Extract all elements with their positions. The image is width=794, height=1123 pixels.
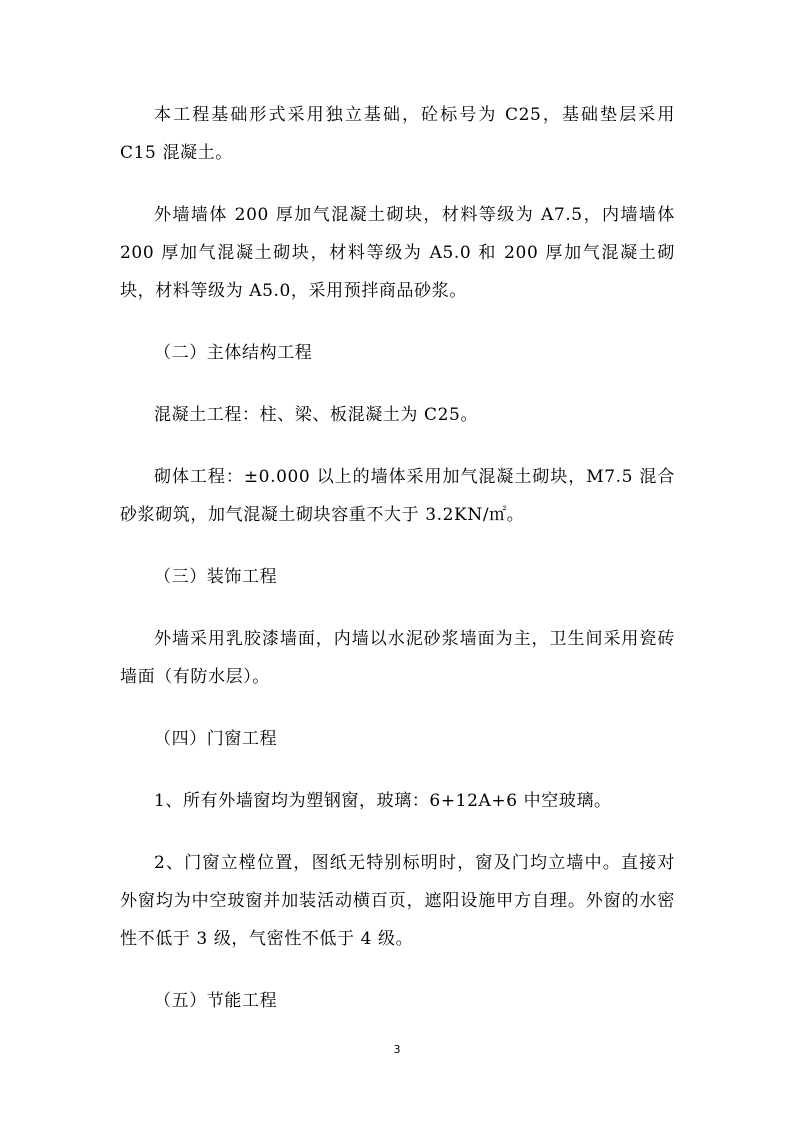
document-body [120, 96, 675, 1020]
paragraph-concrete-work: 混凝土工程：柱、梁、板混凝土为 C25。 [154, 405, 479, 425]
paragraph-windows-2: 2、门窗立樘位置，图纸无特别标明时，窗及门均立墙中。直接对外窗均为中空玻窗并加装活动横百页，遮阳设施甲方自理。外窗的水密性不低于 3 级，气密性不低于 4 级。 [120, 853, 675, 949]
heading-main-structure: （二）主体结构工程 [154, 343, 313, 363]
heading-decoration: （三）装饰工程 [154, 567, 278, 587]
paragraph-windows-1: 1、所有外墙窗均为塑钢窗，玻璃：6+12A+6 中空玻璃。 [154, 791, 612, 811]
paragraph-decoration: 外墙采用乳胶漆墙面，内墙以水泥砂浆墙面为主，卫生间采用瓷砖墙面（有防水层）。 [120, 629, 675, 687]
paragraph-masonry-work: 砌体工程：±0.000 以上的墙体采用加气混凝土砌块，M7.5 混合砂浆砌筑，加气混凝土砌块容重不大于 3.2KN/㎡。 [120, 467, 675, 525]
paragraph-walls: 外墙墙体 200 厚加气混凝土砌块，材料等级为 A7.5，内墙墙体 200 厚加气混凝土砌块，材料等级为 A5.0 和 200 厚加气混凝土砌块，材料等级为 A5.0，采用预拌商品砂浆。 [120, 205, 675, 301]
page-number: 3 [393, 1043, 401, 1056]
heading-doors-windows: （四）门窗工程 [154, 729, 278, 749]
heading-energy-saving: （五）节能工程 [154, 991, 278, 1011]
paragraph-foundation: 本工程基础形式采用独立基础，砼标号为 C25，基础垫层采用 C15 混凝土。 [120, 105, 675, 163]
